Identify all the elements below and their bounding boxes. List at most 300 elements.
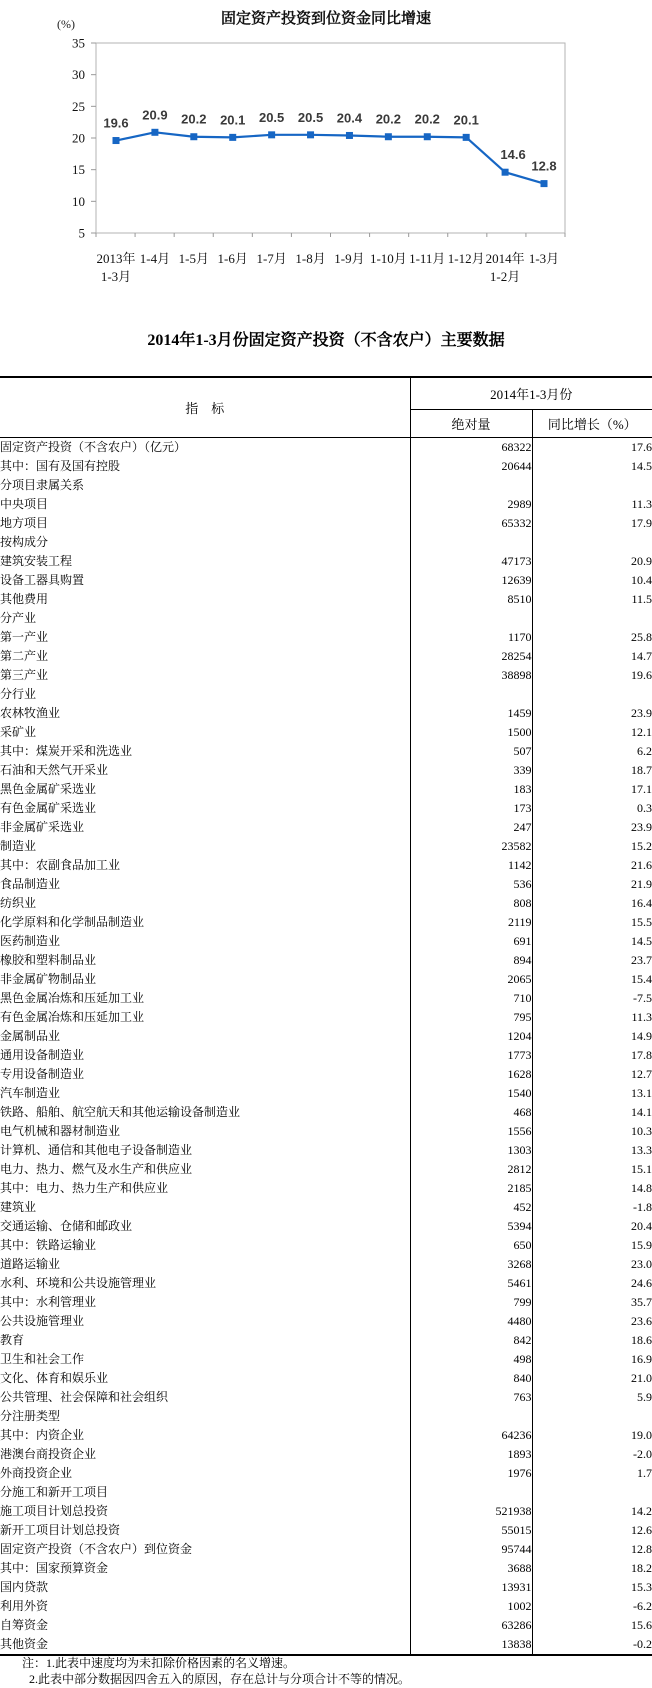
indicator-cell: 电力、热力、燃气及水生产和供应业	[0, 1160, 410, 1179]
indicator-cell: 纺织业	[0, 894, 410, 913]
absolute-value-cell: 20644	[410, 457, 532, 476]
indicator-cell: 分项目隶属关系	[0, 476, 410, 495]
table-row	[0, 495, 652, 514]
indicator-cell: 分行业	[0, 685, 410, 704]
indicator-cell: 第三产业	[0, 666, 410, 685]
yoy-cell: 23.9	[631, 706, 652, 720]
table-row	[0, 1046, 652, 1065]
absolute-value-cell: 763	[410, 1388, 532, 1407]
absolute-value-cell	[410, 1483, 532, 1502]
table-row	[0, 818, 652, 837]
table-row	[0, 685, 652, 704]
yoy-cell	[532, 609, 652, 628]
absolute-value-cell: 808	[410, 894, 532, 913]
indicator-cell: 金属制品业	[0, 1027, 410, 1046]
indicator-cell: 非金属矿采选业	[0, 818, 410, 837]
yoy-cell: -0.2	[633, 1637, 652, 1651]
yoy-cell: 15.1	[631, 1162, 652, 1176]
indicator-cell: 分产业	[0, 609, 410, 628]
x-axis-label: 2014年	[485, 251, 525, 266]
indicator-cell: 农林牧渔业	[0, 704, 410, 723]
indicator-cell: 建筑安装工程	[0, 552, 410, 571]
table-row	[0, 1502, 652, 1521]
y-axis-unit-label: (%)	[57, 17, 75, 31]
data-point-label: 20.1	[453, 112, 479, 128]
absolute-value-cell: 536	[410, 875, 532, 894]
absolute-value-cell: 1556	[410, 1122, 532, 1141]
table-row	[0, 1407, 652, 1426]
yoy-cell: 17.6	[631, 440, 652, 454]
indicator-cell: 道路运输业	[0, 1255, 410, 1274]
yoy-cell: 12.8	[631, 1542, 652, 1556]
yoy-cell: 15.6	[631, 1618, 652, 1632]
indicator-cell: 港澳台商投资企业	[0, 1445, 410, 1464]
indicator-cell: 其中：国有及国有控股	[0, 457, 410, 476]
table-row	[0, 1445, 652, 1464]
absolute-value-cell: 1500	[410, 723, 532, 742]
table-row	[0, 1103, 652, 1122]
indicator-cell: 橡胶和塑料制品业	[0, 951, 410, 970]
table-row	[0, 1141, 652, 1160]
yoy-cell: 18.6	[631, 1333, 652, 1347]
absolute-value-cell	[410, 476, 532, 495]
yoy-cell: 19.6	[631, 668, 652, 682]
yoy-cell	[532, 476, 652, 495]
indicator-cell: 设备工器具购置	[0, 571, 410, 590]
x-axis-label: 1-6月	[217, 251, 248, 266]
yoy-cell: 10.4	[631, 573, 652, 587]
table-row	[0, 989, 652, 1008]
table-row	[0, 476, 652, 495]
indicator-cell: 黑色金属矿采选业	[0, 780, 410, 799]
table-row	[0, 1369, 652, 1388]
table-row	[0, 951, 652, 970]
indicator-cell: 其中：电力、热力生产和供应业	[0, 1179, 410, 1198]
absolute-value-cell: 2812	[410, 1160, 532, 1179]
absolute-value-cell: 63286	[410, 1616, 532, 1635]
absolute-value-cell: 452	[410, 1198, 532, 1217]
data-point-label: 20.1	[220, 112, 246, 128]
data-point-marker	[541, 180, 548, 187]
absolute-value-cell: 1893	[410, 1445, 532, 1464]
indicator-cell: 利用外资	[0, 1597, 410, 1616]
yoy-cell: -6.2	[633, 1599, 652, 1613]
table-row	[0, 1426, 652, 1445]
yoy-cell: 14.2	[631, 1504, 652, 1518]
absolute-value-cell: 13838	[410, 1635, 532, 1655]
x-axis-label: 1-5月	[178, 251, 209, 266]
absolute-value-cell: 842	[410, 1331, 532, 1350]
absolute-value-cell: 339	[410, 761, 532, 780]
yoy-cell: 35.7	[631, 1295, 652, 1309]
indicator-cell: 自筹资金	[0, 1616, 410, 1635]
table-row	[0, 1198, 652, 1217]
data-point-marker	[268, 131, 275, 138]
indicator-cell: 有色金属冶炼和压延加工业	[0, 1008, 410, 1027]
yoy-cell: 0.3	[637, 801, 652, 815]
table-row	[0, 894, 652, 913]
table-notes	[22, 1656, 410, 1687]
x-axis-label: 1-9月	[334, 251, 365, 266]
table-row	[0, 1350, 652, 1369]
indicator-cell: 分施工和新开工项目	[0, 1483, 410, 1502]
absolute-value-cell: 28254	[410, 647, 532, 666]
indicator-cell: 固定资产投资（不含农户）（亿元）	[0, 438, 410, 458]
absolute-value-cell: 1540	[410, 1084, 532, 1103]
yoy-cell: 23.7	[631, 953, 652, 967]
note-line-2: 2.此表中部分数据因四舍五入的原因，存在总计与分项合计不等的情况。	[29, 1671, 411, 1686]
absolute-value-cell: 521938	[410, 1502, 532, 1521]
absolute-value-cell: 507	[410, 742, 532, 761]
data-point-label: 20.2	[375, 111, 402, 127]
absolute-value-cell: 183	[410, 780, 532, 799]
absolute-value-cell: 55015	[410, 1521, 532, 1540]
table-row	[0, 1331, 652, 1350]
yoy-cell: 19.0	[631, 1428, 652, 1442]
table-row	[0, 780, 652, 799]
table-row	[0, 1274, 652, 1293]
absolute-value-cell: 1204	[410, 1027, 532, 1046]
table-row	[0, 932, 652, 951]
y-axis-tick-label: 35	[72, 35, 85, 51]
indicator-cell: 通用设备制造业	[0, 1046, 410, 1065]
table-row	[0, 856, 652, 875]
indicator-cell: 其中：铁路运输业	[0, 1236, 410, 1255]
table-row	[0, 1635, 652, 1655]
yoy-cell: 20.9	[631, 554, 652, 568]
absolute-value-cell: 64236	[410, 1426, 532, 1445]
indicator-cell: 黑色金属冶炼和压延加工业	[0, 989, 410, 1008]
absolute-value-cell: 68322	[410, 438, 532, 458]
absolute-value-cell: 1773	[410, 1046, 532, 1065]
yoy-cell: 14.8	[631, 1181, 652, 1195]
absolute-value-cell: 12639	[410, 571, 532, 590]
absolute-value-cell: 47173	[410, 552, 532, 571]
indicator-cell: 其中：内资企业	[0, 1426, 410, 1445]
indicator-cell: 国内贷款	[0, 1578, 410, 1597]
table-row	[0, 1179, 652, 1198]
plot-area-border	[96, 43, 565, 233]
table-row	[0, 875, 652, 894]
absolute-value-cell: 894	[410, 951, 532, 970]
data-point-marker	[463, 134, 470, 141]
yoy-cell: 18.2	[631, 1561, 652, 1575]
x-axis-label: 2013年	[96, 251, 136, 266]
yoy-header-cell: 同比增长（%）	[532, 410, 652, 438]
indicator-cell: 采矿业	[0, 723, 410, 742]
table-row	[0, 1616, 652, 1635]
absolute-value-cell: 1976	[410, 1464, 532, 1483]
x-axis-label: 1-4月	[139, 251, 171, 266]
data-point-marker	[190, 133, 197, 140]
indicator-cell: 外商投资企业	[0, 1464, 410, 1483]
data-point-marker	[151, 129, 158, 136]
yoy-cell	[532, 1407, 652, 1426]
y-axis-tick-label: 5	[78, 225, 85, 241]
table-row	[0, 514, 652, 533]
yoy-cell: 14.5	[631, 459, 652, 473]
yoy-cell: -1.8	[633, 1200, 652, 1214]
table-row	[0, 628, 652, 647]
yoy-cell: -7.5	[633, 991, 652, 1005]
y-axis-tick-label: 25	[72, 98, 85, 114]
yoy-cell: 10.3	[631, 1124, 652, 1138]
yoy-cell: 23.6	[631, 1314, 652, 1328]
data-point-marker	[502, 169, 509, 176]
absolute-value-cell: 710	[410, 989, 532, 1008]
table-row	[0, 1521, 652, 1540]
table-row	[0, 647, 652, 666]
data-point-label: 12.8	[531, 158, 557, 174]
indicator-cell: 公共设施管理业	[0, 1312, 410, 1331]
yoy-cell: 12.7	[631, 1067, 652, 1081]
yoy-cell: 14.5	[631, 934, 652, 948]
table-row	[0, 1236, 652, 1255]
table-row	[0, 1293, 652, 1312]
absolute-value-cell: 173	[410, 799, 532, 818]
indicator-cell: 公共管理、社会保障和社会组织	[0, 1388, 410, 1407]
yoy-cell: 23.9	[631, 820, 652, 834]
yoy-cell: 21.6	[631, 858, 652, 872]
data-point-label: 20.9	[142, 107, 168, 123]
yoy-cell: 11.3	[631, 1010, 652, 1024]
yoy-cell: 21.0	[631, 1371, 652, 1385]
indicator-header-cell: 指 标	[0, 377, 410, 438]
data-point-marker	[346, 132, 353, 139]
table-row	[0, 1559, 652, 1578]
absolute-value-cell: 2989	[410, 495, 532, 514]
table-row	[0, 970, 652, 989]
indicator-cell: 电气机械和器材制造业	[0, 1122, 410, 1141]
data-point-label: 20.4	[336, 110, 363, 126]
x-axis-label-line2: 1-3月	[100, 269, 132, 284]
yoy-cell: 15.5	[631, 915, 652, 929]
table-row	[0, 666, 652, 685]
absolute-value-cell: 799	[410, 1293, 532, 1312]
investment-growth-line-chart	[0, 0, 652, 300]
x-axis-label: 1-7月	[256, 251, 287, 266]
absolute-value-cell: 1002	[410, 1597, 532, 1616]
absolute-value-cell: 13931	[410, 1578, 532, 1597]
indicator-cell: 文化、体育和娱乐业	[0, 1369, 410, 1388]
indicator-cell: 化学原料和化学制品制造业	[0, 913, 410, 932]
yoy-cell: 16.9	[631, 1352, 652, 1366]
table-title: 2014年1-3月份固定资产投资（不含农户）主要数据	[147, 332, 505, 349]
yoy-cell: 24.6	[631, 1276, 652, 1290]
indicator-cell: 新开工项目计划总投资	[0, 1521, 410, 1540]
yoy-cell: 21.9	[631, 877, 652, 891]
absolute-value-cell: 2119	[410, 913, 532, 932]
indicator-cell: 教育	[0, 1331, 410, 1350]
indicator-cell: 汽车制造业	[0, 1084, 410, 1103]
indicator-cell: 地方项目	[0, 514, 410, 533]
yoy-cell: 15.2	[631, 839, 652, 853]
indicator-cell: 其中：水利管理业	[0, 1293, 410, 1312]
yoy-cell: 17.9	[631, 516, 652, 530]
table-row	[0, 742, 652, 761]
absolute-value-cell: 498	[410, 1350, 532, 1369]
table-row	[0, 1578, 652, 1597]
yoy-cell: 12.1	[631, 725, 652, 739]
yoy-cell: 11.5	[631, 592, 652, 606]
absolute-value-cell: 1303	[410, 1141, 532, 1160]
absolute-value-cell: 1142	[410, 856, 532, 875]
yoy-cell: 13.3	[631, 1143, 652, 1157]
absolute-value-cell: 95744	[410, 1540, 532, 1559]
data-point-marker	[229, 134, 236, 141]
table-row	[0, 913, 652, 932]
yoy-cell: 15.4	[631, 972, 652, 986]
absolute-value-cell: 468	[410, 1103, 532, 1122]
yoy-cell: 14.9	[631, 1029, 652, 1043]
absolute-value-cell: 65332	[410, 514, 532, 533]
y-axis-tick-label: 15	[72, 162, 85, 178]
indicator-cell: 卫生和社会工作	[0, 1350, 410, 1369]
yoy-cell: 18.7	[631, 763, 652, 777]
table-row	[0, 533, 652, 552]
table-row	[0, 799, 652, 818]
yoy-cell: 14.7	[631, 649, 652, 663]
absolute-value-cell: 691	[410, 932, 532, 951]
x-axis-label: 1-12月	[447, 251, 485, 266]
absolute-value-cell: 5394	[410, 1217, 532, 1236]
table-row	[0, 609, 652, 628]
main-data-table	[0, 376, 652, 1656]
table-row	[0, 704, 652, 723]
absolute-value-header-cell: 绝对量	[410, 410, 532, 438]
data-point-marker	[424, 133, 431, 140]
indicator-cell: 其他资金	[0, 1635, 410, 1655]
yoy-cell	[532, 1483, 652, 1502]
note-line-1: 注：1.此表中速度均为未扣除价格因素的名义增速。	[22, 1656, 296, 1670]
indicator-cell: 其中：农副食品加工业	[0, 856, 410, 875]
table-row	[0, 1483, 652, 1502]
table-row	[0, 723, 652, 742]
table-row	[0, 1008, 652, 1027]
table-row	[0, 1464, 652, 1483]
absolute-value-cell: 38898	[410, 666, 532, 685]
indicator-cell: 分注册类型	[0, 1407, 410, 1426]
data-point-label: 14.6	[500, 147, 526, 163]
data-point-marker	[307, 131, 314, 138]
chart-title: 固定资产投资到位资金同比增速	[220, 11, 431, 27]
yoy-cell: 11.3	[631, 497, 652, 511]
data-point-label: 20.2	[181, 111, 207, 127]
indicator-cell: 医药制造业	[0, 932, 410, 951]
indicator-cell: 第二产业	[0, 647, 410, 666]
absolute-value-cell: 2065	[410, 970, 532, 989]
indicator-cell: 其他费用	[0, 590, 410, 609]
absolute-value-cell	[410, 685, 532, 704]
absolute-value-cell: 840	[410, 1369, 532, 1388]
x-axis-label: 1-8月	[295, 251, 326, 266]
indicator-cell: 非金属矿物制品业	[0, 970, 410, 989]
y-axis-tick-label: 20	[72, 130, 85, 146]
yoy-cell: 23.0	[631, 1257, 652, 1271]
absolute-value-cell: 3688	[410, 1559, 532, 1578]
indicator-cell: 专用设备制造业	[0, 1065, 410, 1084]
yoy-cell: 25.8	[631, 630, 652, 644]
absolute-value-cell: 795	[410, 1008, 532, 1027]
absolute-value-cell: 1459	[410, 704, 532, 723]
table-header-row-1	[0, 377, 652, 410]
indicator-cell: 石油和天然气开采业	[0, 761, 410, 780]
table-row	[0, 457, 652, 476]
yoy-cell: 6.2	[637, 744, 652, 758]
yoy-cell: 5.9	[637, 1390, 652, 1404]
table-row	[0, 1027, 652, 1046]
yoy-cell: -2.0	[633, 1447, 652, 1461]
absolute-value-cell: 4480	[410, 1312, 532, 1331]
absolute-value-cell: 23582	[410, 837, 532, 856]
indicator-cell: 固定资产投资（不含农户）到位资金	[0, 1540, 410, 1559]
table-row	[0, 761, 652, 780]
table-row	[0, 1312, 652, 1331]
data-point-marker	[113, 137, 120, 144]
yoy-cell	[532, 533, 652, 552]
yoy-cell: 1.7	[637, 1466, 652, 1480]
yoy-cell: 13.1	[631, 1086, 652, 1100]
table-row	[0, 1084, 652, 1103]
yoy-cell: 20.4	[631, 1219, 652, 1233]
data-point-label: 20.5	[297, 109, 324, 125]
yoy-cell: 14.1	[631, 1105, 652, 1119]
table-row	[0, 552, 652, 571]
absolute-value-cell: 5461	[410, 1274, 532, 1293]
table-row	[0, 1122, 652, 1141]
x-axis-label: 1-3月	[528, 251, 560, 266]
data-point-label: 20.2	[414, 111, 440, 127]
data-point-marker	[385, 133, 392, 140]
absolute-value-cell: 8510	[410, 590, 532, 609]
table-row	[0, 1388, 652, 1407]
yoy-cell: 17.8	[631, 1048, 652, 1062]
absolute-value-cell: 2185	[410, 1179, 532, 1198]
indicator-cell: 建筑业	[0, 1198, 410, 1217]
y-axis-tick-label: 10	[72, 193, 85, 209]
table-row	[0, 1540, 652, 1559]
absolute-value-cell: 650	[410, 1236, 532, 1255]
table-row	[0, 1160, 652, 1179]
yoy-cell	[532, 685, 652, 704]
indicator-cell: 中央项目	[0, 495, 410, 514]
table-row	[0, 571, 652, 590]
table-row	[0, 590, 652, 609]
yoy-cell: 17.1	[631, 782, 652, 796]
table-row	[0, 1255, 652, 1274]
table-row	[0, 1217, 652, 1236]
indicator-cell: 水利、环境和公共设施管理业	[0, 1274, 410, 1293]
table-row	[0, 1065, 652, 1084]
absolute-value-cell	[410, 1407, 532, 1426]
indicator-cell: 计算机、通信和其他电子设备制造业	[0, 1141, 410, 1160]
yoy-cell: 12.6	[631, 1523, 652, 1537]
x-axis-label: 1-11月	[409, 251, 446, 266]
absolute-value-cell: 1170	[410, 628, 532, 647]
data-line	[116, 132, 544, 183]
yoy-cell: 16.4	[631, 896, 652, 910]
indicator-cell: 其中：国家预算资金	[0, 1559, 410, 1578]
table-row	[0, 837, 652, 856]
table-row	[0, 438, 652, 458]
indicator-cell: 制造业	[0, 837, 410, 856]
absolute-value-cell: 247	[410, 818, 532, 837]
table-row	[0, 1597, 652, 1616]
indicator-cell: 施工项目计划总投资	[0, 1502, 410, 1521]
indicator-cell: 有色金属矿采选业	[0, 799, 410, 818]
y-axis-tick-label: 30	[72, 67, 85, 83]
indicator-cell: 其中：煤炭开采和洗选业	[0, 742, 410, 761]
